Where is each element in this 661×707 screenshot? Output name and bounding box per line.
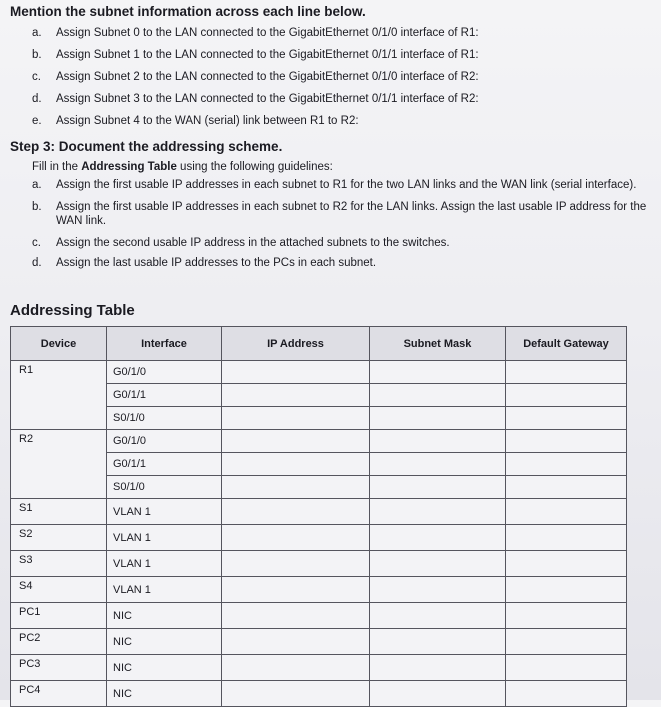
list-item [32, 48, 651, 62]
column-header: Interface [107, 327, 222, 361]
interface-cell: NIC [107, 629, 222, 655]
list-marker: b. [32, 49, 42, 61]
ip-address-cell[interactable] [222, 361, 370, 384]
subnet-section-title: Mention the subnet information across each line below. [10, 4, 366, 19]
default-gateway-cell[interactable] [506, 655, 627, 681]
subnet-mask-cell[interactable] [370, 499, 506, 525]
default-gateway-cell[interactable] [506, 361, 627, 384]
list-item [32, 92, 651, 106]
subnet-mask-cell[interactable] [370, 629, 506, 655]
list-marker: b. [32, 201, 42, 213]
list-text: Assign the first usable IP addresses in each subnet to R1 for the two LAN links and the WAN link (serial interface). [56, 179, 637, 191]
default-gateway-cell[interactable] [506, 430, 627, 453]
interface-cell: VLAN 1 [107, 499, 222, 525]
table-row [11, 577, 627, 603]
interface-cell: VLAN 1 [107, 577, 222, 603]
list-marker: d. [32, 93, 42, 105]
subnet-mask-cell[interactable] [370, 453, 506, 476]
table-row [11, 525, 627, 551]
device-cell: R2 [11, 430, 107, 499]
table-row [11, 430, 627, 453]
default-gateway-cell[interactable] [506, 384, 627, 407]
default-gateway-cell[interactable] [506, 603, 627, 629]
step3-intro-pre: Fill in the [32, 161, 82, 173]
column-header: IP Address [222, 327, 370, 361]
device-cell: S4 [11, 577, 107, 603]
ip-address-cell[interactable] [222, 407, 370, 430]
subnet-mask-cell[interactable] [370, 525, 506, 551]
subnet-mask-cell[interactable] [370, 430, 506, 453]
ip-address-cell[interactable] [222, 629, 370, 655]
subnet-mask-cell[interactable] [370, 384, 506, 407]
list-text: Assign the first usable IP addresses in each subnet to R2 for the LAN links. Assign the last usable IP address for the WAN link. [56, 201, 647, 227]
subnet-instructions-list [32, 26, 651, 136]
default-gateway-cell[interactable] [506, 525, 627, 551]
list-marker: a. [32, 27, 42, 39]
interface-cell: S0/1/0 [107, 476, 222, 499]
table-header-row [11, 327, 627, 361]
ip-address-cell[interactable] [222, 384, 370, 407]
ip-address-cell[interactable] [222, 681, 370, 707]
interface-cell: VLAN 1 [107, 525, 222, 551]
device-cell: PC2 [11, 629, 107, 655]
list-text: Assign Subnet 1 to the LAN connected to the GigabitEthernet 0/1/1 interface of R1: [56, 49, 479, 61]
default-gateway-cell[interactable] [506, 499, 627, 525]
column-header: Subnet Mask [370, 327, 506, 361]
list-item [32, 114, 651, 128]
list-text: Assign Subnet 3 to the LAN connected to the GigabitEthernet 0/1/1 interface of R2: [56, 93, 479, 105]
list-text: Assign Subnet 4 to the WAN (serial) link between R1 to R2: [56, 115, 359, 127]
list-text: Assign Subnet 0 to the LAN connected to the GigabitEthernet 0/1/0 interface of R1: [56, 27, 479, 39]
table-row [11, 361, 627, 384]
table-row [11, 499, 627, 525]
ip-address-cell[interactable] [222, 476, 370, 499]
subnet-mask-cell[interactable] [370, 407, 506, 430]
device-cell: R1 [11, 361, 107, 430]
step3-intro-post: using the following guidelines: [176, 161, 333, 173]
subnet-mask-cell[interactable] [370, 603, 506, 629]
interface-cell: G0/1/0 [107, 361, 222, 384]
default-gateway-cell[interactable] [506, 551, 627, 577]
interface-cell: G0/1/1 [107, 384, 222, 407]
list-item [32, 256, 651, 270]
column-header: Device [11, 327, 107, 361]
interface-cell: NIC [107, 603, 222, 629]
table-row [11, 681, 627, 707]
default-gateway-cell[interactable] [506, 476, 627, 499]
list-text: Assign the last usable IP addresses to the PCs in each subnet. [56, 257, 377, 269]
table-row [11, 655, 627, 681]
interface-cell: S0/1/0 [107, 407, 222, 430]
column-header: Default Gateway [506, 327, 627, 361]
list-text: Assign the second usable IP address in the attached subnets to the switches. [56, 237, 450, 249]
interface-cell: NIC [107, 681, 222, 707]
subnet-mask-cell[interactable] [370, 655, 506, 681]
subnet-mask-cell[interactable] [370, 551, 506, 577]
addressing-table-title: Addressing Table [10, 302, 135, 319]
subnet-mask-cell[interactable] [370, 361, 506, 384]
subnet-mask-cell[interactable] [370, 681, 506, 707]
step3-intro [32, 161, 333, 173]
subnet-mask-cell[interactable] [370, 476, 506, 499]
interface-cell: NIC [107, 655, 222, 681]
table-row [11, 629, 627, 655]
default-gateway-cell[interactable] [506, 453, 627, 476]
subnet-mask-cell[interactable] [370, 577, 506, 603]
ip-address-cell[interactable] [222, 655, 370, 681]
guidelines-list [32, 178, 651, 276]
default-gateway-cell[interactable] [506, 407, 627, 430]
table-row [11, 551, 627, 577]
ip-address-cell[interactable] [222, 577, 370, 603]
step3-intro-bold: Addressing Table [81, 161, 177, 173]
table-row [11, 603, 627, 629]
list-text: Assign Subnet 2 to the LAN connected to the GigabitEthernet 0/1/0 interface of R2: [56, 71, 479, 83]
list-marker: c. [32, 237, 41, 249]
ip-address-cell[interactable] [222, 499, 370, 525]
device-cell: S3 [11, 551, 107, 577]
ip-address-cell[interactable] [222, 453, 370, 476]
device-cell: S1 [11, 499, 107, 525]
list-item [32, 178, 651, 192]
ip-address-cell[interactable] [222, 551, 370, 577]
addressing-table [10, 326, 627, 707]
list-item [32, 236, 651, 250]
ip-address-cell[interactable] [222, 525, 370, 551]
device-cell: PC1 [11, 603, 107, 629]
list-item [32, 26, 651, 40]
default-gateway-cell[interactable] [506, 681, 627, 707]
interface-cell: VLAN 1 [107, 551, 222, 577]
ip-address-cell[interactable] [222, 603, 370, 629]
default-gateway-cell[interactable] [506, 629, 627, 655]
list-item [32, 200, 651, 228]
list-marker: e. [32, 115, 42, 127]
list-marker: d. [32, 257, 42, 269]
device-cell: PC4 [11, 681, 107, 707]
default-gateway-cell[interactable] [506, 577, 627, 603]
interface-cell: G0/1/0 [107, 430, 222, 453]
device-cell: PC3 [11, 655, 107, 681]
list-marker: c. [32, 71, 41, 83]
device-cell: S2 [11, 525, 107, 551]
step3-title: Step 3: Document the addressing scheme. [10, 139, 283, 154]
interface-cell: G0/1/1 [107, 453, 222, 476]
list-marker: a. [32, 179, 42, 191]
list-item [32, 70, 651, 84]
ip-address-cell[interactable] [222, 430, 370, 453]
